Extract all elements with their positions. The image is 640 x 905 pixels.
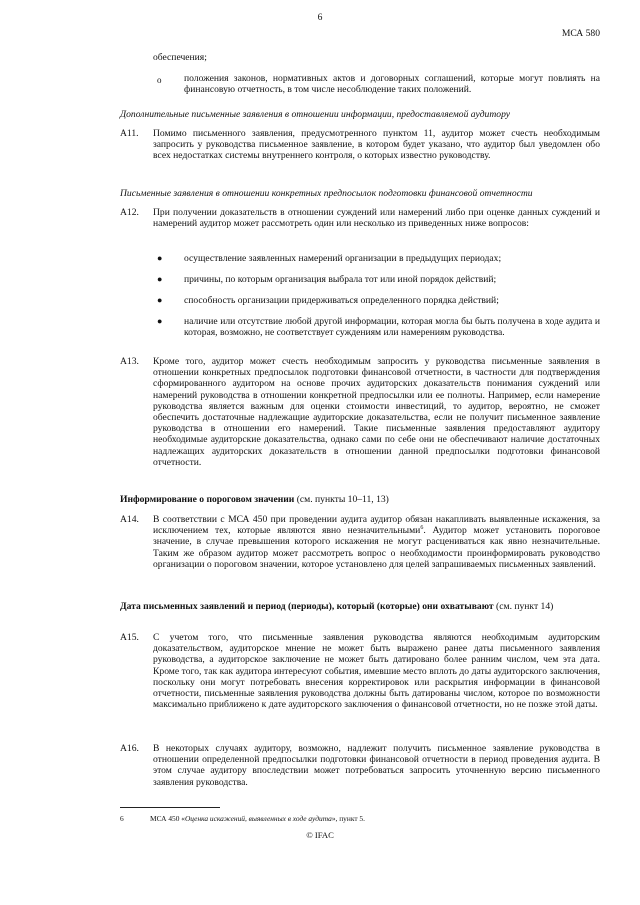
paragraph-number: A15. xyxy=(120,632,139,643)
paragraph-a12: При получении доказательств в отношении суждений или намерений либо при оценке данных суждений и намерений аудитор может рассмотреть один или несколько из приведенных ниже вопросов: xyxy=(153,207,600,230)
list-item: наличие или отсутствие любой другой информации, которая могла бы быть получена в ходе аудита и которая, возможно, не соответствует суждениям или намерениям руководства. xyxy=(184,316,600,339)
paragraph-number: A13. xyxy=(120,356,139,367)
footnote-divider xyxy=(120,807,220,808)
list-item: причины, по которым организация выбрала тот или иной порядок действий; xyxy=(184,274,497,285)
footnote-title: Оценка искажений, выявленных в ходе аудита xyxy=(184,814,332,823)
footnote-text-a: МСА 450 « xyxy=(150,814,185,823)
page-number: 6 xyxy=(317,12,323,23)
section-heading-threshold xyxy=(120,494,600,505)
paragraph-number: A11. xyxy=(120,128,139,139)
footnote-text xyxy=(150,814,365,823)
list-item: положения законов, нормативных актов и договорных соглашений, которые могут повлиять на финансовую отчетность, в том числе несоблюдение таких положений. xyxy=(184,73,600,96)
heading-bold-part: Дата письменных заявлений и период (периоды), который (которые) они охватывают xyxy=(120,601,494,612)
paragraph-a14 xyxy=(153,514,600,570)
document-code: МСА 580 xyxy=(561,28,600,39)
paragraph-number: A12. xyxy=(120,207,139,218)
list-item: способность организации придерживаться определенного порядка действий; xyxy=(184,295,499,306)
section-heading-dates xyxy=(120,601,600,612)
footnote-text-b: », пункт 5. xyxy=(331,814,365,823)
bullet-icon: ● xyxy=(157,316,163,326)
section-heading-specific-assertions: Письменные заявления в отношении конкретных предпосылок подготовки финансовой отчетности xyxy=(120,188,533,199)
paragraph-number: A16. xyxy=(120,743,139,754)
bullet-icon: ● xyxy=(157,253,163,263)
bullet-icon: ● xyxy=(157,295,163,305)
heading-reference: (см. пункты 10–11, 13) xyxy=(294,494,389,505)
continuation-text: обеспечения; xyxy=(153,52,207,63)
heading-bold-part: Информирование о пороговом значении xyxy=(120,494,295,505)
heading-reference: (см. пункт 14) xyxy=(493,601,554,612)
footnote-reference[interactable]: 6 xyxy=(420,525,424,532)
paragraph-a14-text-cont: . Аудитор может установить пороговое значение, в случае превышения которого искажения не могут расцениваться как явно незначительные. Таким же образом аудитор может рассмотреть вопрос о необходимости проинформировать руководство организации о пороговом значении, которое установлено для целей запрашиваемых письменных заявлений. xyxy=(153,525,600,570)
list-item: осуществление заявленных намерений организации в предыдущих периодах; xyxy=(184,253,502,264)
bullet-icon: ● xyxy=(157,274,163,284)
paragraph-a11: Помимо письменного заявления, предусмотренного пунктом 11, аудитор может счесть необходимым запросить у руководства письменное заявление, в котором будет указано, что аудитор был уведомлен обо всех недостатках системы внутреннего контроля, о которых известно руководству. xyxy=(153,128,600,162)
paragraph-a14-text: В соответствии с МСА 450 при проведении аудита аудитор обязан накапливать выявленные искажения, за исключением тех, которые являются явно незначительными xyxy=(153,514,600,537)
paragraph-a15: С учетом того, что письменные заявления руководства являются необходимым аудиторским доказательством, аудиторское мнение не может быть выражено ранее даты письменного заявления руководства, а аудиторское заключение не может быть датировано более ранним числом, чем эта дата. Кроме того, так как аудитора интересуют события, имевшие место вплоть до даты аудиторского заключения, поскольку они могут потребовать внесения корректировок или раскрытия информации в финансовой отчетности, письменные заявления руководства должны быть датированы числом, которое по возможности максимально приближено к дате аудиторского заключения о финансовой отчетности, но не позже этой даты. xyxy=(153,632,600,711)
paragraph-a13: Кроме того, аудитор может счесть необходимым запросить у руководства письменные заявления в отношении конкретных предпосылок подготовки финансовой отчетности, в частности для подтверждения сформированного аудитором на основе прочих аудиторских доказательств понимания суждений или намерений руководства в отношении конкретной предпосылки или ее полноты. Например, если намерение руководства является важным для оценки стоимости инвестиций, то аудитор, вероятно, не сможет обеспечить достаточные надлежащие аудиторские доказательства, если не получит письменное заявление руководства в отношении его намерений. Такие письменные заявления предоставляют аудитору необходимые аудиторские доказательства, однако сами по себе они не обеспечивают наличие достаточных надлежащих аудиторских доказательств в отношении данной предпосылки подготовки финансовой отчетности. xyxy=(153,356,600,468)
paragraph-number: A14. xyxy=(120,514,139,525)
section-heading-additional-info: Дополнительные письменные заявления в отношении информации, предоставляемой аудитору xyxy=(120,109,511,120)
circle-bullet-icon: o xyxy=(157,75,162,85)
copyright-footer: © IFAC xyxy=(306,830,334,840)
footnote-number: 6 xyxy=(120,814,124,823)
paragraph-a16: В некоторых случаях аудитору, возможно, надлежит получить письменное заявление руководства в отношении определенной предпосылки подготовки финансовой отчетности в период проведения аудита. В этом случае аудитору впоследствии может потребоваться запросить уточненную версию письменного заявления руководства. xyxy=(153,743,600,788)
